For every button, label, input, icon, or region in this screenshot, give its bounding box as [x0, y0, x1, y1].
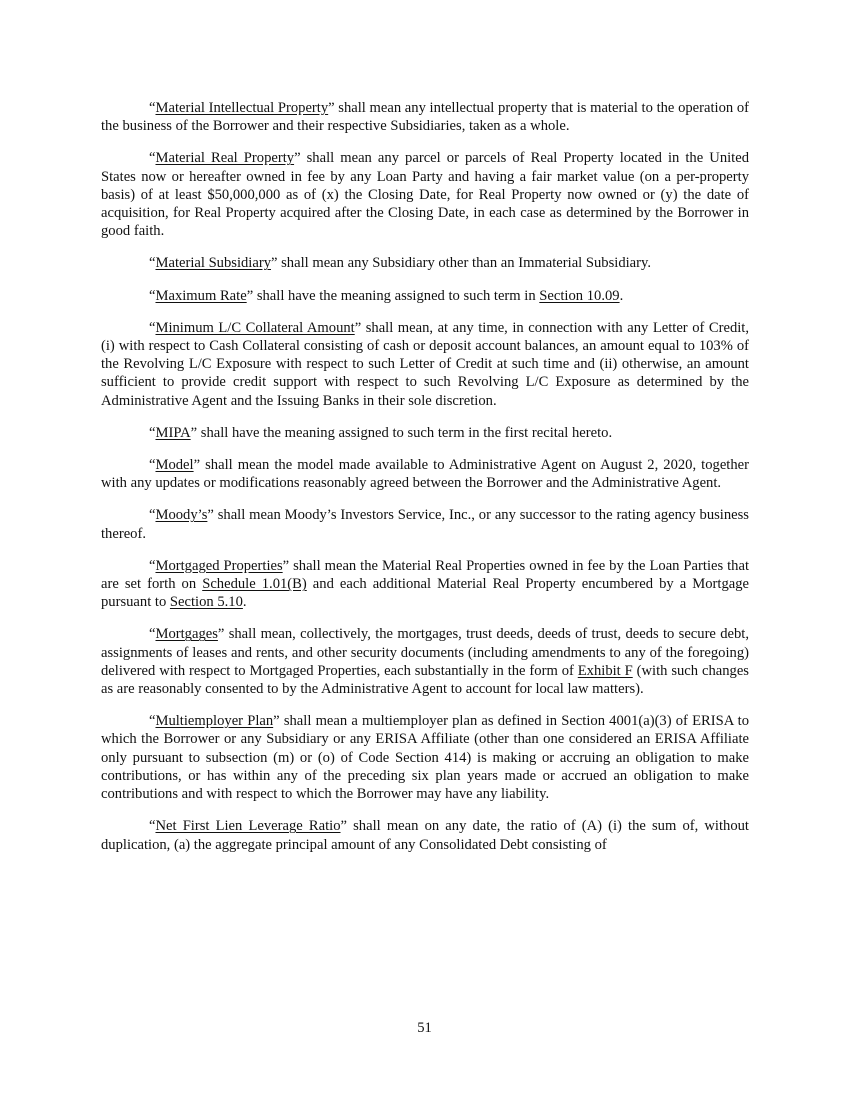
document-page [101, 99, 749, 868]
defined-term: Material Real Property [155, 150, 295, 167]
definition-model: “Model” shall mean the model made available to Administrative Agent on August 2, 2020, together with any updates or modifications reasonably agreed between the Borrower and the Administrative Agent. [101, 457, 749, 492]
definition-maximum-rate: “Maximum Rate” shall have the meaning assigned to such term in Section 10.09. [149, 287, 624, 304]
definition-text: ” shall mean any intellectual property that is material to the operation of the business of the Borrower and their respective Subsidiaries, taken as a whole. [101, 100, 750, 135]
defined-term: Maximum Rate [155, 287, 247, 304]
definition-material-real-property: “Material Real Property” shall mean any parcel or parcels of Real Property located in the United States now or hereafter owned in fee by any Loan Party and having a fair market value (on a per-property basis) of at least $50,000,000 as of (x) the Closing Date, for Real Property now owned or (y) the date of acquisition, for Real Property acquired after the Closing Date, in each case as determined by the Borrower in good faith. [101, 150, 749, 240]
definition-text: ” shall mean, collectively, the mortgages, trust deeds, deeds of trust, deeds to secure debt, assignments of leases and rents, and other security documents (including amendments to any of the foregoing) delivered with respect to Mortgaged Properties, each substantially in the form of [101, 626, 749, 679]
defined-term: MIPA [155, 424, 191, 441]
definition-text: ” shall mean any parcel or parcels of Real Property located in the United States now or hereafter owned in fee by any Loan Party and having a fair market value (on a per-property basis) of at least $50,000,000 as of (x) the Closing Date, for Real Property now owned or (y) the date of acquisition, for Real Property acquired after the Closing Date, in each case as determined by the Borrower in good faith. [101, 150, 749, 240]
schedule-reference: Schedule 1.01(B) [202, 576, 307, 593]
defined-term: Model [155, 457, 194, 474]
exhibit-reference: Exhibit F [577, 662, 633, 679]
definition-mortgages: “Mortgages” shall mean, collectively, the mortgages, trust deeds, deeds of trust, deeds to secure debt, assignments of leases and rents, and other security documents (including amendments to any of the foregoing) delivered with respect to Mortgaged Properties, each substantially in the form of Exhibit F (with such changes as are reasonably consented to by the Administrative Agent to account for local law matters). [101, 626, 749, 698]
definition-text: ” shall mean the model made available to Administrative Agent on August 2, 2020, together with any updates or modifications reasonably agreed between the Borrower and the Administrative Agent. [101, 457, 749, 492]
section-reference: Section 10.09 [539, 287, 620, 304]
defined-term: Net First Lien Leverage Ratio [155, 818, 341, 835]
definition-moodys: “Moody’s” shall mean Moody’s Investors Service, Inc., or any successor to the rating agency business thereof. [101, 507, 749, 542]
definition-text: ” shall have the meaning assigned to such term in [246, 287, 540, 304]
definition-material-subsidiary: “Material Subsidiary” shall mean any Subsidiary other than an Immaterial Subsidiary. [149, 255, 652, 272]
definition-text: ” shall mean on any date, the ratio of (A) (i) the sum of, without duplication, (a) the aggregate principal amount of any Consolidated Debt consisting of [101, 818, 749, 853]
definition-text: ” shall mean the Material Real Properties owned in fee by the Loan Parties that are set forth on [101, 557, 750, 593]
defined-term: Material Subsidiary [155, 255, 271, 272]
definition-multiemployer-plan: “Multiemployer Plan” shall mean a multiemployer plan as defined in Section 4001(a)(3) of ERISA to which the Borrower or any Subsidiary or any ERISA Affiliate (other than one considered an ERISA Affiliate only pursuant to subsection (m) or (o) of Code Section 414) is making or accruing an obligation to make contributions, or has within any of the preceding six plan years made or accrued an obligation to make contributions and with respect to which the Borrower may have any liability. [101, 713, 749, 803]
definition-mipa: “MIPA” shall have the meaning assigned to such term in the first recital hereto. [149, 424, 613, 441]
defined-term: Mortgages [155, 626, 218, 643]
definition-material-intellectual-property: “Material Intellectual Property” shall mean any intellectual property that is material to the operation of the business of the Borrower and their respective Subsidiaries, taken as a whole. [101, 100, 750, 135]
definition-text: ” shall mean Moody’s Investors Service, Inc., or any successor to the rating agency business thereof. [101, 507, 749, 542]
definition-text: ” shall mean, at any time, in connection with any Letter of Credit, (i) with respect to Cash Collateral consisting of cash or deposit account balances, an amount equal to 103% of the Revolving L/C Exposure with respect to such Letter of Credit at such time and (ii) otherwise, an amount sufficient to provide credit support with respect to such Revolving L/C Exposure as determined by the Administrative Agent and the Issuing Banks in their sole discretion. [101, 319, 749, 409]
definition-text: ” shall mean a multiemployer plan as defined in Section 4001(a)(3) of ERISA to which the Borrower or any Subsidiary or any ERISA Affiliate (other than one considered an ERISA Affiliate only pursuant to subsection (m) or (o) of Code Section 414) is making or accruing an obligation to make contributions, or has within any of the preceding six plan years made or accrued an obligation to make contributions and with respect to which the Borrower may have any liability. [101, 713, 749, 803]
page-number: 51 [417, 1020, 432, 1036]
definition-text: ” shall mean any Subsidiary other than an Immaterial Subsidiary. [271, 255, 652, 272]
defined-term: Minimum L/C Collateral Amount [155, 319, 355, 336]
definition-mortgaged-properties: “Mortgaged Properties” shall mean the Material Real Properties owned in fee by the Loan Parties that are set forth on Schedule 1.01(B) and each additional Material Real Property encumbered by a Mortgage pursuant to Section 5.10. [101, 557, 750, 611]
definition-minimum-lc-collateral-amount: “Minimum L/C Collateral Amount” shall mean, at any time, in connection with any Letter of Credit, (i) with respect to Cash Collateral consisting of cash or deposit account balances, an amount equal to 103% of the Revolving L/C Exposure with respect to such Letter of Credit at such time and (ii) otherwise, an amount sufficient to provide credit support with respect to such Revolving L/C Exposure as determined by the Administrative Agent and the Issuing Banks in their sole discretion. [101, 319, 749, 409]
defined-term: Mortgaged Properties [155, 557, 283, 574]
definition-text: ” shall have the meaning assigned to such term in the first recital hereto. [190, 424, 613, 441]
defined-term: Material Intellectual Property [155, 100, 329, 116]
defined-term: Multiemployer Plan [155, 713, 274, 730]
definition-net-first-lien-leverage-ratio: “Net First Lien Leverage Ratio” shall mean on any date, the ratio of (A) (i) the sum of, without duplication, (a) the aggregate principal amount of any Consolidated Debt consisting of [101, 818, 749, 853]
section-reference: Section 5.10 [169, 594, 243, 611]
defined-term: Moody’s [155, 507, 208, 524]
